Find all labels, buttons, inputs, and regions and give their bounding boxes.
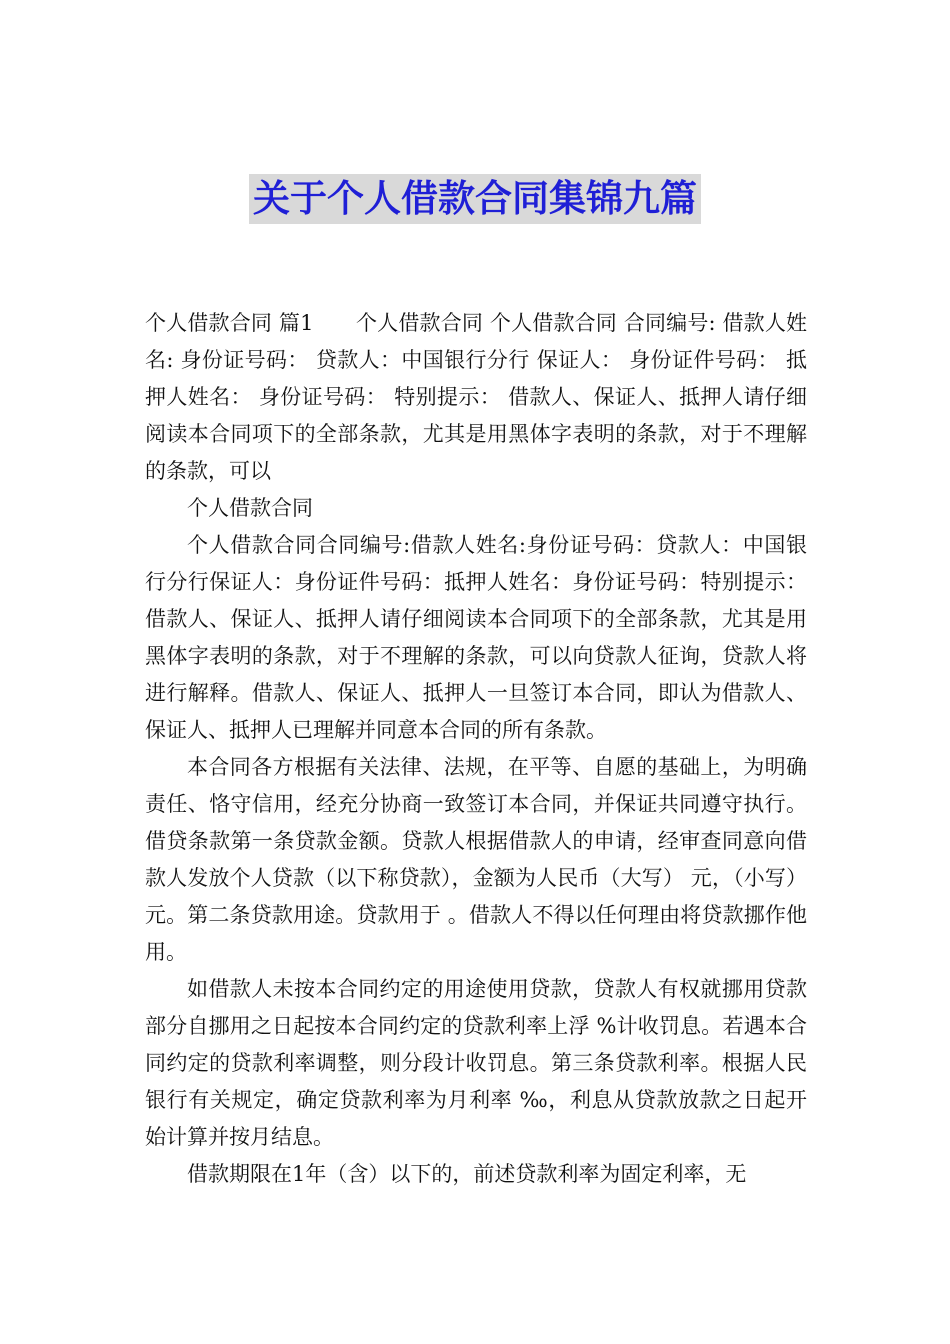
paragraph-6: 借款期限在1年（含）以下的，前述贷款利率为固定利率，无 bbox=[187, 1162, 747, 1186]
title-container bbox=[0, 174, 950, 224]
document-body bbox=[145, 305, 807, 1193]
paragraph-5: 如借款人未按本合同约定的用途使用贷款，贷款人有权就挪用贷款部分自挪用之日起按本合同约定的贷款利率上浮 %计收罚息。若遇本合同约定的贷款利率调整，则分段计收罚息。第三条贷款利率。根据人民银行有关规定，确定贷款利率为月利率 ‰，利息从贷款放款之日起开始计算并按月结息。 bbox=[145, 977, 807, 1149]
paragraph-3: 个人借款合同合同编号:借款人姓名:身份证号码：贷款人：中国银行分行保证人：身份证件号码：抵押人姓名：身份证号码：特别提示：借款人、保证人、抵押人请仔细阅读本合同项下的全部条款，尤其是用黑体字表明的条款，对于不理解的条款，可以向贷款人征询，贷款人将进行解释。借款人、保证人、抵押人一旦签订本合同，即认为借款人、保证人、抵押人已理解并同意本合同的所有条款。 bbox=[145, 533, 807, 742]
paragraph-2: 个人借款合同 bbox=[187, 496, 313, 520]
document-title: 关于个人借款合同集锦九篇 bbox=[249, 174, 701, 224]
paragraph-1: 个人借款合同 篇1 个人借款合同 个人借款合同 合同编号: 借款人姓名: 身份证号码： 贷款人：中国银行分行 保证人： 身份证件号码： 抵押人姓名： 身份证号码： 特别提示： 借款人、保证人、抵押人请仔细阅读本合同项下的全部条款，尤其是用黑体字表明的条款，对于不理解的条款，可以 bbox=[145, 311, 807, 483]
paragraph-4: 本合同各方根据有关法律、法规，在平等、自愿的基础上，为明确责任、恪守信用，经充分协商一致签订本合同，并保证共同遵守执行。借贷条款第一条贷款金额。贷款人根据借款人的申请，经审查同意向借款人发放个人贷款（以下称贷款），金额为人民币（大写） 元，（小写） 元。第二条贷款用途。贷款用于 。借款人不得以任何理由将贷款挪作他用。 bbox=[145, 755, 807, 964]
